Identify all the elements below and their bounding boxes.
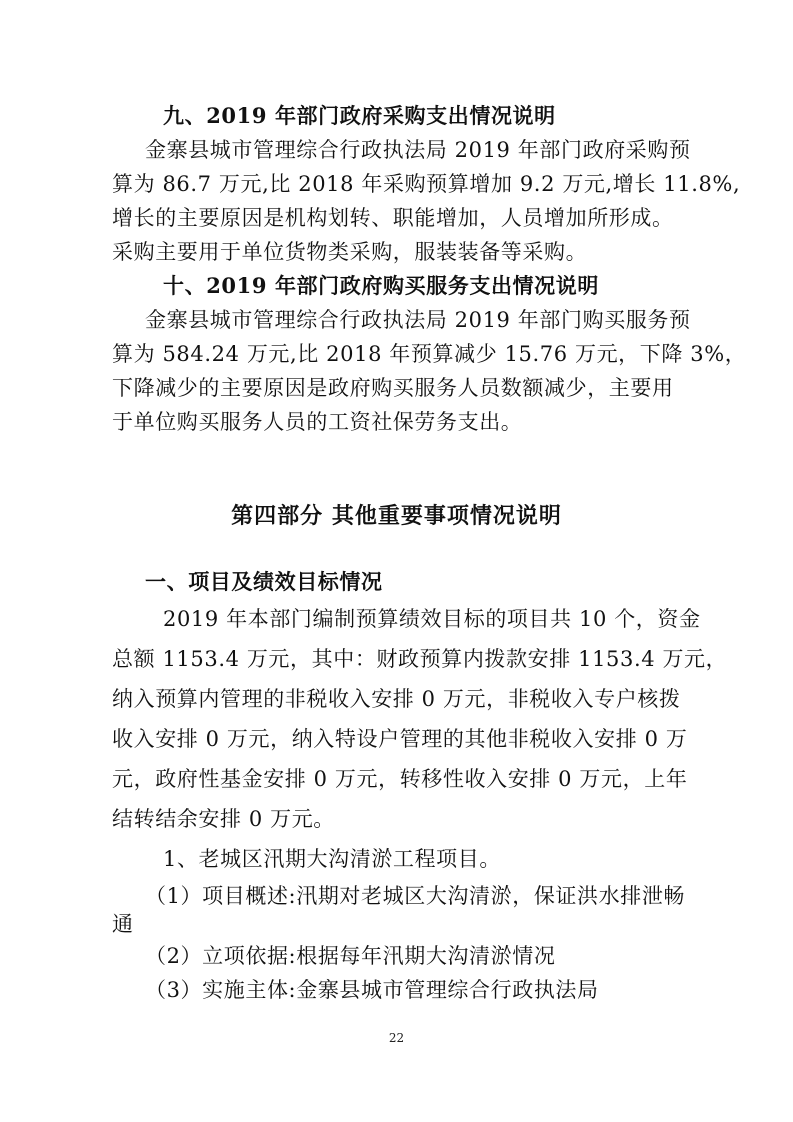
- section-one-paragraph-line-6: 结转结余安排 0 万元。: [112, 807, 335, 831]
- section-9-paragraph-line-3: 增长的主要原因是机构划转、职能增加，人员增加所形成。: [112, 206, 674, 230]
- section-10-paragraph-line-3: 下降减少的主要原因是政府购买服务人员数额减少，主要用: [112, 376, 674, 400]
- section-10-paragraph-line-2: 算为 584.24 万元,比 2018 年预算减少 15.76 万元，下降 3%，: [112, 342, 747, 366]
- section-one-paragraph-line-2: 总额 1153.4 万元，其中：财政预算内拨款安排 1153.4 万元，: [112, 647, 728, 671]
- section-one-paragraph-line-5: 元，政府性基金安排 0 万元，转移性收入安排 0 万元，上年: [112, 767, 688, 791]
- project-1-title: 1、老城区汛期大沟清淤工程项目。: [163, 847, 501, 871]
- project-1-item-overview-continued: 通: [112, 912, 134, 936]
- section-one-paragraph-line-4: 收入安排 0 万元，纳入特设户管理的其他非税收入安排 0 万: [112, 727, 688, 751]
- project-1-item-basis: （2）立项依据:根据每年汛期大沟清淤情况: [145, 944, 556, 968]
- project-1-item-overview: （1）项目概述:汛期对老城区大沟清淤，保证洪水排泄畅: [145, 884, 686, 908]
- section-one-heading: 一、项目及绩效目标情况: [145, 569, 383, 594]
- section-one-paragraph-line-1: 2019 年本部门编制预算绩效目标的项目共 10 个，资金: [163, 607, 701, 631]
- section-9-paragraph-line-4: 采购主要用于单位货物类采购，服装装备等采购。: [112, 240, 588, 264]
- section-10-paragraph-line-1: 金寨县城市管理综合行政执法局 2019 年部门购买服务预: [145, 308, 691, 332]
- section-9-heading: 九、2019 年部门政府采购支出情况说明: [163, 103, 556, 128]
- page-number: 22: [388, 1031, 405, 1045]
- project-1-item-implementer: （3）实施主体:金寨县城市管理综合行政执法局: [145, 978, 599, 1002]
- section-10-heading: 十、2019 年部门政府购买服务支出情况说明: [163, 273, 599, 298]
- section-9-paragraph-line-2: 算为 86.7 万元,比 2018 年采购预算增加 9.2 万元,增长 11.8%,: [112, 172, 741, 196]
- part-4-title: 第四部分 其他重要事项情况说明: [231, 503, 562, 529]
- section-one-paragraph-line-3: 纳入预算内管理的非税收入安排 0 万元，非税收入专户核拨: [112, 687, 681, 711]
- section-10-paragraph-line-4: 于单位购买服务人员的工资社保劳务支出。: [112, 410, 523, 434]
- section-9-paragraph-line-1: 金寨县城市管理综合行政执法局 2019 年部门政府采购预: [145, 138, 691, 162]
